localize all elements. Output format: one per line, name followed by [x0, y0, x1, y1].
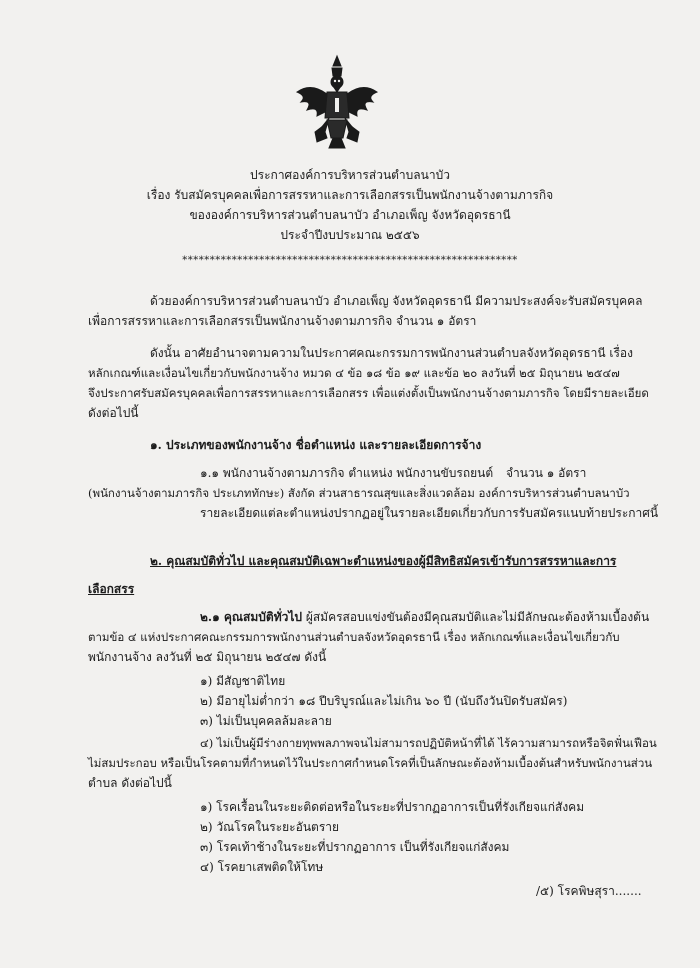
qualification-item: ๒) มีอายุไม่ต่ำกว่า ๑๘ ปีบริบูรณ์และไม่เกิน ๖๐ ปี (นับถึงวันปิดรับสมัคร)	[200, 694, 568, 708]
qualification-item-4-line-3: ตำบล ดังต่อไปนี้	[88, 776, 172, 790]
announcement-subject: เรื่อง รับสมัครบุคคลเพื่อการสรรหาและการเลือกสรรเป็นพนักงานจ้างตามภารกิจ	[146, 188, 554, 202]
qualification-item-4-line-2: ไม่สมประกอบ หรือเป็นโรคตามที่กำหนดไว้ในประกาศกำหนดโรคที่เป็นลักษณะต้องห้ามเบื้องต้นสำหรับพนักงานส่วน	[88, 756, 653, 770]
garuda-emblem-icon	[293, 52, 381, 152]
section-1-item-line-1: ๑.๑ พนักงานจ้างตามภารกิจ ตำแหน่ง พนักงานขับรถยนต์	[200, 466, 494, 480]
intro-paragraph-2-line-4: ดังต่อไปนี้	[88, 406, 139, 420]
intro-paragraph-2-line-1: ดังนั้น อาศัยอำนาจตามความในประกาศคณะกรรมการพนักงานส่วนตำบลจังหวัดอุดรธานี เรื่อง	[150, 346, 633, 360]
intro-paragraph-2-line-2: หลักเกณฑ์และเงื่อนไขเกี่ยวกับพนักงานจ้าง หมวด ๔ ข้อ ๑๘ ข้อ ๑๙ และข้อ ๒๐ ลงวันที่ ๒๕ มิถุนายน ๒๕๔๗	[88, 366, 620, 380]
section-1-heading: ๑. ประเภทของพนักงานจ้าง ชื่อตำแหน่ง และรายละเอียดการจ้าง	[150, 438, 482, 452]
section-2-1-heading: ๒.๑ คุณสมบัติทั่วไป	[200, 610, 302, 624]
announcement-organization: ขององค์การบริหารส่วนตำบลนาบัว อำเภอเพ็ญ จังหวัดอุดรธานี	[189, 208, 511, 222]
announcement-title: ประกาศองค์การบริหารส่วนตำบลนาบัว	[250, 168, 450, 182]
qualification-item: ๑) มีสัญชาติไทย	[200, 674, 286, 688]
intro-paragraph-1-line-1: ด้วยองค์การบริหารส่วนตำบลนาบัว อำเภอเพ็ญ จังหวัดอุดรธานี มีความประสงค์จะรับสมัครบุคคล	[150, 294, 643, 308]
section-2-1-line-1	[200, 610, 649, 624]
disease-item: ๑) โรคเรื้อนในระยะติดต่อหรือในระยะที่ปรากฏอาการเป็นที่รังเกียจแก่สังคม	[200, 800, 585, 814]
section-2-heading-line-1: ๒. คุณสมบัติทั่วไป และคุณสมบัติเฉพาะตำแหน่งของผู้มีสิทธิสมัครเข้ารับการสรรหาและการ	[150, 554, 617, 568]
divider: *************************************************************	[182, 255, 518, 266]
intro-paragraph-2-line-3: จึงประกาศรับสมัครบุคคลเพื่อการสรรหาและการเลือกสรร เพื่อแต่งตั้งเป็นพนักงานจ้างตามภารกิจ โดยมีรายละเอียด	[88, 386, 649, 400]
section-2-heading-line-2: เลือกสรร	[88, 582, 135, 596]
intro-paragraph-1-line-2: เพื่อการสรรหาและการเลือกสรรเป็นพนักงานจ้างตามภารกิจ จำนวน ๑ อัตรา	[88, 314, 477, 328]
qualification-item: ๓) ไม่เป็นบุคคลล้มละลาย	[200, 714, 332, 728]
continuation-note: /๕) โรคพิษสุรา.......	[536, 884, 642, 898]
disease-item: ๓) โรคเท้าช้างในระยะที่ปรากฏอาการ เป็นที่รังเกียจแก่สังคม	[200, 840, 510, 854]
section-1-item-count: จำนวน ๑ อัตรา	[506, 466, 587, 480]
section-2-1-text: ผู้สมัครสอบแข่งขันต้องมีคุณสมบัติและไม่มีลักษณะต้องห้ามเบื้องต้น	[302, 610, 650, 624]
disease-item: ๔) โรคยาเสพติดให้โทษ	[200, 860, 324, 874]
section-2-1-line-2: ตามข้อ ๔ แห่งประกาศคณะกรรมการพนักงานส่วนตำบลจังหวัดอุดรธานี เรื่อง หลักเกณฑ์และเงื่อนไขเกี่ยวกับ	[88, 630, 620, 644]
section-1-item-line-2: (พนักงานจ้างตามภารกิจ ประเภททักษะ) สังกัด ส่วนสาธารณสุขและสิ่งแวดล้อม องค์การบริหารส่วนตำบลนาบัว	[88, 486, 630, 500]
qualification-item: ๔) ไม่เป็นผู้มีร่างกายทุพพลภาพจนไม่สามารถปฏิบัติหน้าที่ได้ ไร้ความสามารถหรือจิตฟั่นเฟือน	[200, 736, 657, 750]
section-1-item-line-3: รายละเอียดแต่ละตำแหน่งปรากฏอยู่ในรายละเอียดเกี่ยวกับการรับสมัครแนบท้ายประกาศนี้	[200, 506, 659, 520]
disease-item: ๒) วัณโรคในระยะอันตราย	[200, 820, 340, 834]
section-2-1-line-3: พนักงานจ้าง ลงวันที่ ๒๕ มิถุนายน ๒๕๔๗ ดังนี้	[88, 650, 327, 664]
announcement-fiscal-year: ประจำปีงบประมาณ ๒๕๕๖	[280, 228, 420, 242]
